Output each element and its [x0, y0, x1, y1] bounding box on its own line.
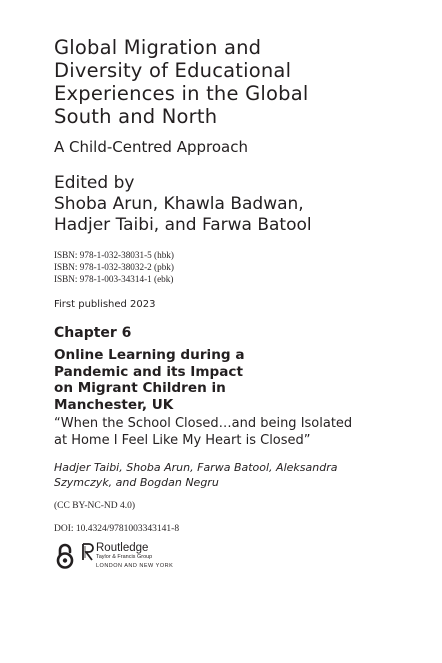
publisher-logo — [54, 542, 424, 570]
isbn-hbk: ISBN: 978-1-032-38031-5 (hbk) — [54, 250, 174, 260]
isbn-list — [54, 249, 424, 285]
isbn-pbk: ISBN: 978-1-032-38032-2 (pbk) — [54, 262, 174, 272]
chapter-subtitle-line: at Home I Feel Like My Heart is Closed” — [54, 432, 311, 448]
chapter-title-line: Manchester, UK — [54, 396, 174, 413]
open-access-icon — [54, 543, 76, 569]
chapter-title-line: Online Learning during a — [54, 347, 245, 363]
chapter-authors — [54, 460, 424, 490]
chapter-title-line: Pandemic and its Impact — [54, 363, 243, 380]
chapter-title — [54, 347, 424, 413]
editors — [54, 194, 424, 236]
book-title-line: Global Migration and — [54, 36, 262, 59]
first-published: First published 2023 — [54, 299, 156, 310]
chapter-subtitle-line: “When the School Closed…and being Isolated — [54, 416, 353, 431]
book-title-line: Experiences in the Global — [54, 82, 309, 105]
book-subtitle: A Child-Centred Approach — [54, 138, 248, 156]
doi: DOI: 10.4324/9781003343141-8 — [54, 524, 180, 534]
chapter-subtitle — [54, 416, 424, 449]
editors-line: Hadjer Taibi, and Farwa Batool — [54, 215, 312, 235]
chapter-authors-line: Szymczyk, and Bogdan Negru — [54, 476, 219, 489]
chapter-title-line: on Migrant Children in — [54, 380, 226, 396]
chapter-number: Chapter 6 — [54, 325, 132, 341]
book-title — [54, 36, 424, 128]
publisher-name: Routledge — [96, 542, 149, 554]
book-title-line: South and North — [54, 105, 218, 128]
publisher-cities: LONDON AND NEW YORK — [96, 563, 174, 569]
book-title-line: Diversity of Educational — [54, 59, 292, 82]
editors-line: Shoba Arun, Khawla Badwan, — [54, 194, 304, 214]
chapter-authors-line: Hadjer Taibi, Shoba Arun, Farwa Batool, Aleksandra — [54, 461, 338, 474]
license: (CC BY-NC-ND 4.0) — [54, 501, 136, 511]
editors-label: Edited by — [54, 173, 135, 193]
routledge-r-icon — [82, 543, 94, 561]
publisher-group: Taylor & Francis Group — [96, 554, 153, 560]
publisher-brand — [96, 542, 173, 570]
title-page — [54, 36, 424, 570]
isbn-ebk: ISBN: 978-1-003-34314-1 (ebk) — [54, 274, 174, 284]
